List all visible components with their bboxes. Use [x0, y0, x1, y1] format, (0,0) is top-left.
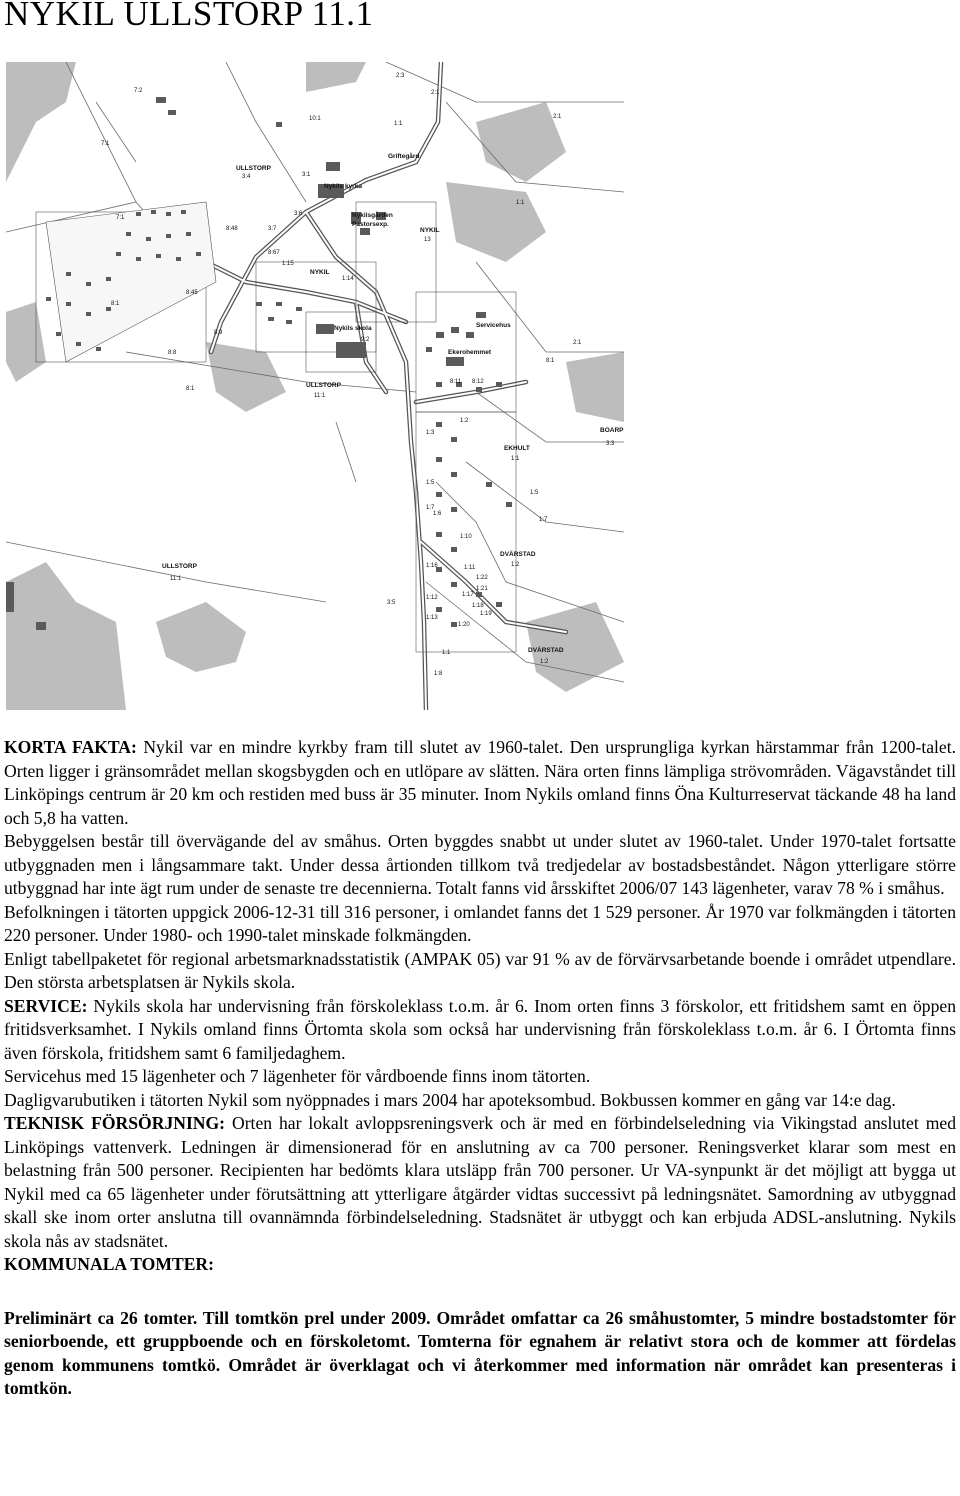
parcel-number: 2:3 — [396, 73, 405, 79]
map-label: 3:4 — [242, 174, 251, 180]
map-label: Nykils kyrka — [324, 183, 362, 190]
map-label: 3:3 — [606, 441, 615, 447]
paragraph-kommunala-tomter — [4, 1253, 956, 1277]
parcel-number: 1:15 — [282, 261, 294, 267]
paragraph-service — [4, 995, 956, 1066]
parcel-number: 8:48 — [226, 226, 238, 232]
parcel-number: 3:5 — [387, 600, 396, 606]
map-label: 1:2 — [511, 562, 520, 568]
map-label: Ekerohemmet — [448, 349, 491, 356]
map-label: 1:2 — [540, 659, 549, 665]
map-label: ULLSTORP — [236, 165, 271, 172]
section-heading: TEKNISK FÖRSÖRJNING: — [4, 1113, 226, 1133]
parcel-number: 8:1 — [186, 386, 195, 392]
map-label: DVÄRSTAD — [500, 551, 536, 558]
parcel-number: 1:6 — [433, 511, 442, 517]
parcel-number: 1:7 — [426, 505, 435, 511]
paragraph-servicehus: Servicehus med 15 lägenheter och 7 lägenheter för vårdboende finns inom tätorten. — [4, 1066, 591, 1086]
parcel-number: 7:1 — [116, 215, 125, 221]
map-label: DVÄRSTAD — [528, 647, 564, 654]
parcel-number: 1:14 — [342, 276, 354, 282]
parcel-number: 1:22 — [476, 575, 488, 581]
parcel-number: 1:13 — [426, 615, 438, 621]
parcel-number: 2:1 — [573, 340, 582, 346]
map-label: ULLSTORP — [306, 382, 341, 389]
map-label: 1:1 — [511, 456, 520, 462]
parcel-number: 7:1 — [101, 141, 110, 147]
map-label: EKHULT — [504, 445, 530, 452]
paragraph-teknisk — [4, 1112, 956, 1253]
paragraph-befolkning: Befolkningen i tätorten uppgick 2006-12-31 till 316 personer, i omlandet fanns det 1 529 personer. År 1970 var folkmängden i tätorten 220 personer. Under 1980- och 1990-talet minskade folkmängden. — [4, 901, 956, 945]
parcel-number: 1:3 — [426, 430, 435, 436]
paragraph-arbetsmarknad: Enligt tabellpaketet för regional arbetsmarknadsstatistik (AMPAK 05) var 91 % av de förvärvsarbetande boende i området utpendlare. Den största arbetsplatsen är Nykils skola. — [4, 948, 956, 992]
parcel-number: 1:7 — [539, 517, 548, 523]
map-label: NYKIL — [310, 269, 330, 276]
map-label: Nykilsgården — [352, 212, 393, 219]
parcel-number: 1:1 — [394, 121, 403, 127]
parcel-number: 1:10 — [460, 534, 472, 540]
parcel-number: 1:12 — [426, 595, 438, 601]
paragraph-bebyggelse: Bebyggelsen består till övervägande del av småhus. Orten byggdes snabbt ut under slutet av 1960-talet. Under 1970-talet fortsatte utbyggnaden men i långsammare takt. Under dessa årtionden tillkom två tredjedelar av bostadsbeståndet. Någon ytterligare större utbyggnad har inte ägt rum under de senaste tre decennierna. Totalt fanns vid årsskiftet 2006/07 143 lägenheter, varav 78 % i småhus. — [4, 831, 956, 898]
section-heading: SERVICE: — [4, 995, 88, 1016]
paragraph-tomter-info: Preliminärt ca 26 tomter. Till tomtkön prel under 2009. Området omfattar ca 26 småhustomter, 5 mindre bostadstomter för seniorboende, ett gruppboende och en förskoletomt. Tomterna för egnahem är relativt stora och de kommer att fördelas genom kommunens tomtkö. Området är överklagat och vi återkommer med information när området kan presenteras i tomtkön. — [4, 1307, 956, 1398]
parcel-number: 8:45 — [186, 290, 198, 296]
parcel-number: 8:8 — [168, 350, 177, 356]
parcel-number: 2:1 — [431, 90, 440, 96]
map-label: 13 — [424, 237, 431, 243]
map-label: ULLSTORP — [162, 563, 197, 570]
body-text — [4, 736, 956, 1401]
parcel-number: 1:5 — [426, 480, 435, 486]
parcel-number: 1:16 — [426, 563, 438, 569]
map-label: 11:1 — [314, 393, 326, 399]
parcel-number: 8:1 — [546, 358, 555, 364]
parcel-number: 1:11 — [464, 565, 476, 571]
map-label: Servicehus — [476, 322, 511, 329]
section-heading: KORTA FAKTA: — [4, 737, 137, 757]
parcel-number: 3:1 — [302, 172, 311, 178]
parcel-number: 7:2 — [134, 88, 143, 94]
map-label: NYKIL — [420, 227, 440, 234]
parcel-number: 3:6 — [294, 211, 303, 217]
section-heading: KOMMUNALA TOMTER: — [4, 1254, 214, 1274]
parcel-number: 1:5 — [530, 490, 539, 496]
parcel-number: 8:11 — [450, 379, 462, 385]
parcel-number: 1:2 — [460, 418, 469, 424]
parcel-number: 1:18 — [472, 603, 484, 609]
parcel-number: 9:2 — [361, 337, 370, 343]
parcel-number: 1:19 — [480, 611, 492, 617]
spacer — [4, 1277, 956, 1307]
parcel-number: 2:1 — [553, 114, 562, 120]
property-map — [6, 62, 624, 710]
parcel-number: 8:1 — [111, 301, 120, 307]
parcel-number: 8:9 — [214, 330, 223, 336]
parcel-number: 1:8 — [434, 671, 443, 677]
parcel-number: 1:17 — [462, 592, 474, 598]
paragraph-text: Nykils skola har undervisning från förskoleklass t.o.m. år 6. Inom orten finns 3 förskolor, ett fritidshem samt en öppen fritidsverksamhet. I Nykils omland finns Örtomta skola som också har undervisning från förskoleklass t.o.m. år 6. I Örtomta finns även förskola, fritidshem samt 6 familjedaghem. — [4, 995, 956, 1063]
parcel-number: 3:7 — [268, 226, 277, 232]
paragraph-text: Nykil var en mindre kyrkby fram till slutet av 1960-talet. Den ursprungliga kyrkan härstammar från 1200-talet. Orten ligger i gränsområdet mellan skogsbygden och en utlöpare av slätten. Nära orten finns lämpliga strövområden. Vägavståndet till Linköpings centrum är 20 km och restiden med buss är 35 minuter. Inom Nykils omland finns Öna Kulturreservat täckande 48 ha land och 5,8 ha vatten. — [4, 737, 957, 828]
parcel-number: 1:1 — [516, 200, 525, 206]
map-label: 11:1 — [170, 576, 182, 582]
paragraph-dagligvaror: Dagligvarubutiken i tätorten Nykil som nyöppnades i mars 2004 har apoteksombud. Bokbussen kommer en gång var 14:e dag. — [4, 1089, 896, 1110]
parcel-number: 10:1 — [309, 116, 321, 122]
parcel-number: 1:20 — [458, 622, 470, 628]
parcel-number: 1:1 — [442, 650, 451, 656]
paragraph-text: Orten har lokalt avloppsreningsverk och är med en förbindelseledning via Vikingstad anslutet med Linköpings vattenverk. Ledningen är dimensionerad för en anslutning av ca 700 personer. Reningsverket klarar som mest en belastning från 500 personer. Recipienten har bedömts klara utsläpp från 700 personer. Ur VA-synpunkt är det möjligt att bygga ut Nykil med ca 65 lägenheter under förutsättning att ytterligare åtgärder vidtas successivt på ledningsnätet. Samordning av utbyggnad skall ske inom orter anslutna till ovannämnda förbindelseledning. Stadsnätet är utbyggt och kan erbjuda ADSL-anslutning. Nykils skola nås av stadsnätet. — [4, 1113, 956, 1251]
parcel-number: 8:12 — [472, 379, 484, 385]
paragraph-korta-fakta — [4, 736, 956, 830]
parcel-number: 8:67 — [268, 250, 280, 256]
map-label: Griftegård — [388, 153, 420, 160]
page-title: NYKIL ULLSTORP 11.1 — [4, 0, 374, 33]
parcel-number: 1:21 — [476, 586, 488, 592]
map-label: BOARP — [600, 427, 624, 434]
map-label: Pastorsexp. — [352, 221, 389, 228]
map-label: Nykils skola — [334, 325, 372, 332]
map-svg — [6, 62, 624, 710]
